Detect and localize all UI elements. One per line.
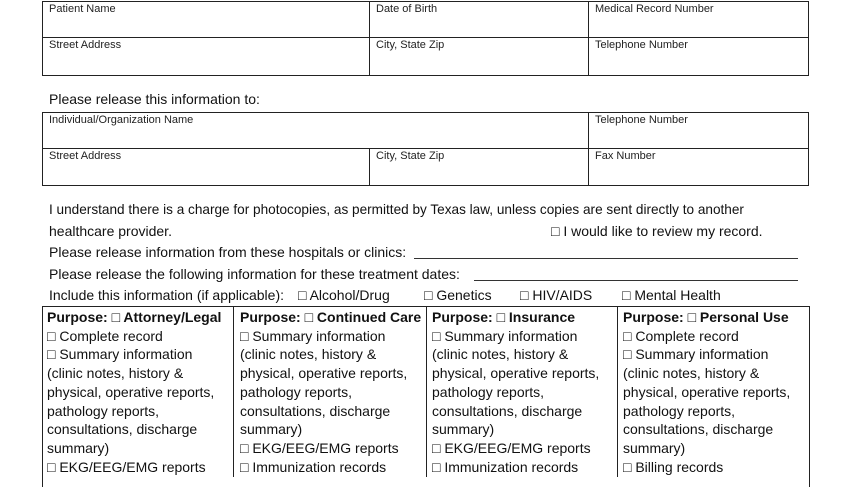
genetics-checkbox[interactable]: □ Genetics [424,287,492,303]
recipient-telephone-field[interactable]: Telephone Number [595,114,688,126]
include-info-prompt: Include this information (if applicable): [49,287,285,303]
summary-detail-text: consultations, discharge [432,402,583,419]
release-to-heading: Please release this information to: [49,91,260,107]
divider [426,306,427,477]
charge-statement-line1: I understand there is a charge for photocopies, as permitted by Texas law, unless copies are sent directly to another [49,202,744,217]
summary-detail-text: physical, operative reports, [240,365,408,382]
purpose-column-attorney [47,308,221,476]
medical-record-number-field[interactable]: Medical Record Number [595,3,714,15]
review-record-checkbox[interactable]: □ I would like to review my record. [551,223,763,239]
summary-detail-text: (clinic notes, history & [240,346,377,363]
treatment-dates-prompt: Please release the following information for these treatment dates: [49,266,460,282]
patient-city-state-zip-field[interactable]: City, State Zip [376,39,445,51]
hospitals-input-line[interactable] [414,246,798,259]
summary-detail-text: consultations, discharge [240,402,391,419]
summary-detail-text: pathology reports, [432,383,545,400]
purpose-attorney-legal-checkbox[interactable]: Purpose: □ Attorney/Legal [47,309,222,325]
patient-name-field[interactable]: Patient Name [49,3,116,15]
summary-detail-text: summary) [240,421,303,438]
divider [42,148,808,149]
summary-detail-text: physical, operative reports, [432,365,600,382]
summary-detail-text: consultations, discharge [623,421,774,438]
summary-detail-text: pathology reports, [240,383,353,400]
summary-information-checkbox[interactable]: □ Summary information [47,346,193,363]
mental-health-checkbox[interactable]: □ Mental Health [622,287,721,303]
date-of-birth-field[interactable]: Date of Birth [376,3,438,15]
ekg-eeg-emg-checkbox[interactable]: □ EKG/EEG/EMG reports [432,439,591,456]
summary-detail-text: consultations, discharge [47,421,198,438]
recipient-street-address-field[interactable]: Street Address [49,150,122,162]
purpose-continued-care-checkbox[interactable]: Purpose: □ Continued Care [240,309,422,325]
divider [617,306,618,477]
divider [233,306,234,477]
treatment-dates-input-line[interactable] [474,268,798,281]
billing-records-checkbox[interactable]: □ Billing records [623,458,724,475]
divider [588,1,589,75]
summary-detail-text: (clinic notes, history & [432,346,569,363]
summary-detail-text: pathology reports, [47,402,160,419]
summary-detail-text: pathology reports, [623,402,736,419]
purpose-column-continued-care [240,308,421,476]
purpose-insurance-checkbox[interactable]: Purpose: □ Insurance [432,309,576,325]
summary-information-checkbox[interactable]: □ Summary information [432,327,578,344]
summary-detail-text: physical, operative reports, [47,383,215,400]
summary-information-checkbox[interactable]: □ Summary information [240,327,386,344]
summary-information-checkbox[interactable]: □ Summary information [623,346,769,363]
summary-detail-text: (clinic notes, history & [623,365,760,382]
purpose-column-personal-use [623,308,790,476]
charge-statement-line2: healthcare provider. [49,223,172,239]
summary-detail-text: physical, operative reports, [623,383,791,400]
recipient-city-state-zip-field[interactable]: City, State Zip [376,150,445,162]
summary-detail-text: (clinic notes, history & [47,365,184,382]
hospitals-prompt: Please release information from these hospitals or clinics: [49,244,407,260]
ekg-eeg-emg-checkbox[interactable]: □ EKG/EEG/EMG reports [47,458,206,475]
complete-record-checkbox[interactable]: □ Complete record [47,327,163,344]
purpose-column-insurance [432,308,599,476]
alcohol-drug-checkbox[interactable]: □ Alcohol/Drug [298,287,390,303]
recipient-fax-field[interactable]: Fax Number [595,150,656,162]
hiv-aids-checkbox[interactable]: □ HIV/AIDS [520,287,593,303]
divider [369,1,370,75]
patient-street-address-field[interactable]: Street Address [49,39,122,51]
summary-detail-text: summary) [432,421,495,438]
immunization-records-checkbox[interactable]: □ Immunization records [432,458,579,475]
divider [42,37,808,38]
purpose-personal-use-checkbox[interactable]: Purpose: □ Personal Use [623,309,789,325]
individual-org-name-field[interactable]: Individual/Organization Name [49,114,194,126]
divider [369,148,370,185]
complete-record-checkbox[interactable]: □ Complete record [623,327,739,344]
summary-detail-text: summary) [623,439,686,456]
ekg-eeg-emg-checkbox[interactable]: □ EKG/EEG/EMG reports [240,439,399,456]
immunization-records-checkbox[interactable]: □ Immunization records [240,458,387,475]
summary-detail-text: summary) [47,439,110,456]
patient-telephone-field[interactable]: Telephone Number [595,39,688,51]
